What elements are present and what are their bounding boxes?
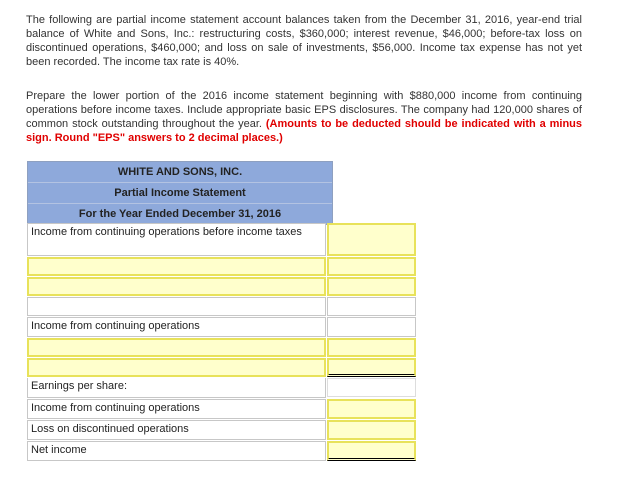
problem-paragraph-1: The following are partial income statement account balances taken from the December 31, 2016, year-end trial balance of White and Sons, Inc.: restructuring costs, $360,000; interest revenue, $46,000; before-tax loss on discontinued operations, $460,000; and loss on sale of investments, $56,000. Income tax expense has not yet been recorded. The income tax rate is 40%.	[26, 14, 582, 68]
row-label: Net income	[27, 441, 326, 461]
amount-input[interactable]	[327, 257, 416, 276]
row-label: Income from continuing operations	[27, 317, 326, 337]
row-label: Income from continuing operations	[27, 399, 326, 419]
account-select-input[interactable]	[27, 358, 326, 377]
amount-input[interactable]	[327, 277, 416, 296]
account-select-input[interactable]	[27, 257, 326, 276]
amount-input[interactable]	[327, 358, 416, 377]
problem-instructions: Prepare the lower portion of the 2016 income statement beginning with $880,000 income from continuing operations before income taxes. Include appropriate basic EPS disclosures. The company had 120,000 shares of common stock outstanding throughout the year.	[26, 90, 582, 130]
eps-input[interactable]	[327, 420, 416, 440]
row-label: Loss on discontinued operations	[27, 420, 326, 440]
statement-title: Partial Income Statement	[28, 183, 332, 204]
row-spacer	[27, 297, 326, 316]
statement-period: For the Year Ended December 31, 2016	[78, 208, 282, 220]
company-name: WHITE AND SONS, INC.	[28, 162, 332, 183]
amount-input[interactable]	[327, 338, 416, 357]
eps-input[interactable]	[327, 399, 416, 419]
amount-display	[327, 317, 416, 337]
statement-header	[27, 161, 333, 225]
amount-spacer	[327, 378, 416, 397]
problem-paragraph-2	[26, 89, 582, 145]
account-select-input[interactable]	[27, 277, 326, 296]
amount-spacer	[327, 297, 416, 316]
row-label: Income from continuing operations before income taxes	[27, 223, 326, 256]
answer-format-instruction: (Amounts to be deducted should be indicated with a minus sign. Round "EPS" answers to 2 decimal places.)	[26, 118, 582, 144]
amount-input[interactable]	[327, 223, 416, 256]
account-select-input[interactable]	[27, 338, 326, 357]
eps-input[interactable]	[327, 441, 416, 461]
eps-heading: Earnings per share:	[27, 378, 326, 398]
income-statement-form	[27, 161, 417, 456]
